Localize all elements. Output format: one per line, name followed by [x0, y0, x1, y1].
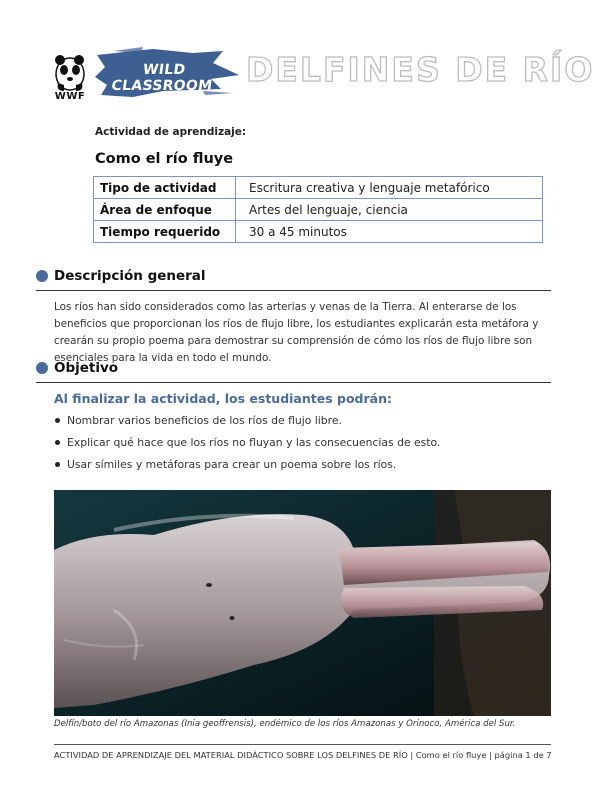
section-divider [36, 290, 551, 291]
table-key: Área de enfoque [94, 199, 236, 221]
list-item: Usar símiles y metáforas para crear un poema sobre los ríos. [54, 456, 554, 478]
objective-heading: Objetivo [54, 360, 119, 376]
activity-info-table [93, 176, 543, 243]
wild-classroom-label: WILD CLASSROOM [110, 62, 214, 94]
table-value: 30 a 45 minutos [236, 221, 543, 243]
river-dolphin-photo [54, 490, 551, 716]
section-divider [36, 382, 551, 383]
table-key: Tipo de actividad [94, 177, 236, 199]
table-row [94, 177, 543, 199]
footer-divider [54, 744, 551, 745]
table-row [94, 221, 543, 243]
section-bullet-icon [36, 270, 48, 282]
section-bullet-icon [36, 362, 48, 374]
activity-label: Actividad de aprendizaje: [95, 126, 247, 138]
overview-heading: Descripción general [54, 268, 206, 284]
objective-list [54, 412, 554, 478]
objective-subtitle: Al finalizar la actividad, los estudiantes podrán: [54, 391, 392, 406]
list-item: Nombrar varios beneficios de los ríos de flujo libre. [54, 412, 554, 434]
table-row [94, 199, 543, 221]
table-value: Artes del lenguaje, ciencia [236, 199, 543, 221]
photo-caption: Delfín/boto del río Amazonas (Inia geoffrensis), endémico de los ríos Amazonas y Orinoco, América del Sur. [54, 719, 516, 729]
table-value: Escritura creativa y lenguaje metafórico [236, 177, 543, 199]
page-footer: ACTIVIDAD DE APRENDIZAJE DEL MATERIAL DIDÁCTICO SOBRE LOS DELFINES DE RÍO | Como el río fluye | página 1 de 7 [54, 750, 552, 760]
overview-text: Los ríos han sido considerados como las arterias y venas de la Tierra. Al enterarse de los beneficios que proporcionan los ríos de flujo libre, los estudiantes explicarán esta metáfora y crearán su propio poema para demostrar su comprensión de cómo los ríos de flujo libre son esenciales para la vida en todo el mundo. [54, 301, 539, 364]
activity-title: Como el río fluye [95, 151, 234, 167]
list-item: Explicar qué hace que los ríos no fluyan y las consecuencias de esto. [54, 434, 554, 456]
panda-icon [50, 53, 90, 93]
wwf-wordmark: WWF [54, 91, 86, 102]
page-title: DELFINES DE RÍO [246, 50, 595, 89]
table-key: Tiempo requerido [94, 221, 236, 243]
